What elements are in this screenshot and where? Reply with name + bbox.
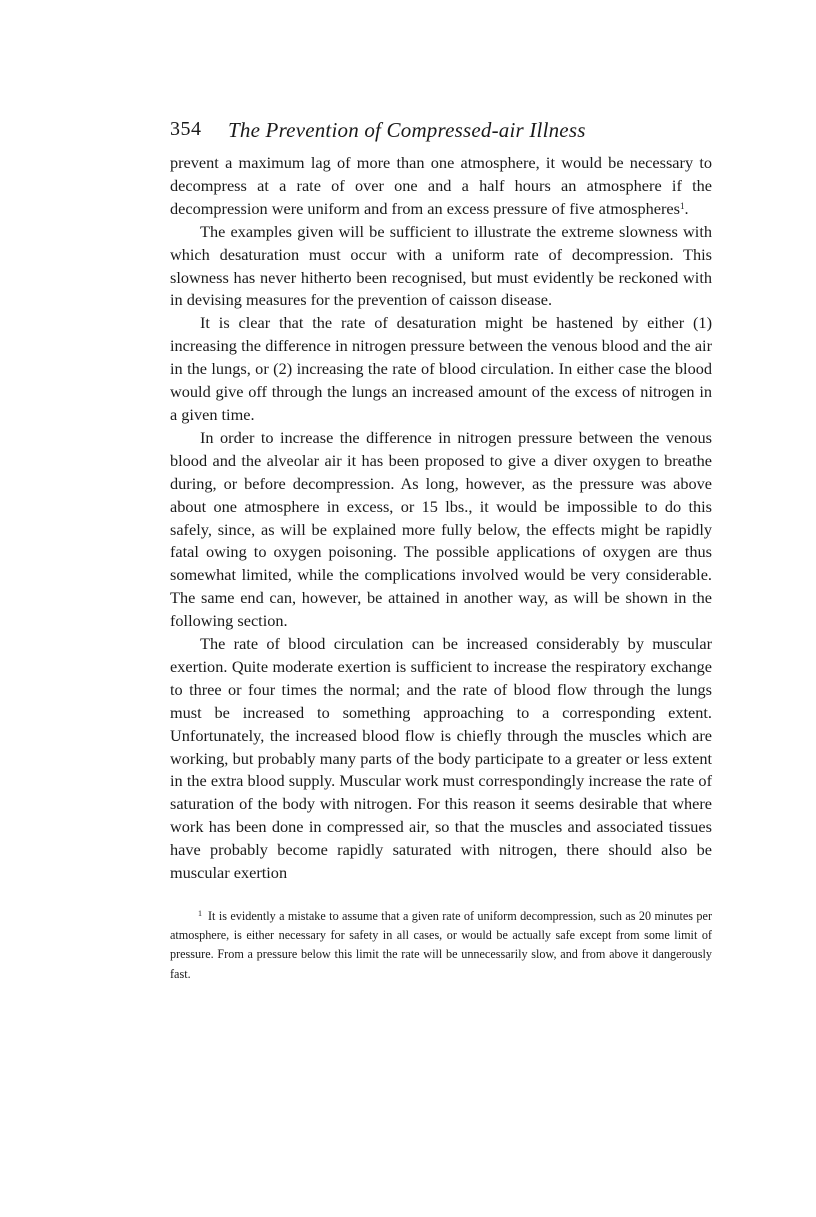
body-text xyxy=(170,152,712,885)
paragraph: The rate of blood circulation can be increased considerably by muscular exertion. Quite moderate exertion is sufficient to increase the respiratory exchange to three or four times the normal; and the rate of blood flow through the lungs must be increased to something approaching to a corresponding extent. Unfortunately, the increased blood flow is chiefly through the muscles which are working, but probably many parts of the body participate to a greater or less extent in the extra blood supply. Muscular work must correspondingly increase the rate of saturation of the body with nitrogen. For this reason it seems desirable that where work has been done in compressed air, so that the muscles and associated tissues have probably become rapidly saturated with nitrogen, there should also be muscular exertion xyxy=(170,634,712,883)
footnote-reference: 1 xyxy=(679,200,685,211)
page-number: 354 xyxy=(170,118,202,140)
footnote-text: It is evidently a mistake to assume that a given rate of uniform decompression, such as 20 minutes per atmosphere, is either necessary for safety in all cases, or would be actually safe except from some limit of pressure. From a pressure below this limit the rate will be unnecessarily slow, and from above it dangerously fast. xyxy=(170,909,712,981)
paragraph: The examples given will be sufficient to illustrate the extreme slowness with which desaturation must occur with a uniform rate of decompression. This slowness has never hitherto been recognised, but must evidently be reckoned with in devising measures for the prevention of caisson disease. xyxy=(170,221,712,310)
running-title: The Prevention of Compressed-air Illness xyxy=(228,118,586,142)
paragraph: It is clear that the rate of desaturation might be hastened by either (1) increasing the difference in nitrogen pressure between the venous blood and the air in the lungs, or (2) increasing the rate of blood circulation. In either case the blood would give off through the lungs an increased amount of the excess of nitrogen in a given time. xyxy=(170,313,712,424)
footnote: 1 It is evidently a mistake to assume that a given rate of uniform decompression, such as 20 minutes per atmosphere, is either necessary for safety in all cases, or would be actually safe except from some limit of pressure. From a pressure below this limit the rate will be unnecessarily slow, and from above it dangerously fast. xyxy=(170,909,712,981)
running-head xyxy=(170,118,712,148)
book-page xyxy=(170,118,712,984)
paragraph-trailing-punctuation: . xyxy=(684,198,689,218)
paragraph: In order to increase the difference in nitrogen pressure between the venous blood and the alveolar air it has been proposed to give a diver oxygen to breathe during, or before decompression. As long, however, as the pressure was above about one atmosphere in excess, or 15 lbs., it would be impossible to do this safely, since, as will be explained more fully below, the effects might be rapidly fatal owing to oxygen poisoning. The possible applications of oxygen are thus somewhat limited, while the complications involved would be very considerable. The same end can, however, be attained in another way, as will be shown in the following section. xyxy=(170,427,712,631)
paragraph-continued xyxy=(170,152,712,221)
paragraph-text: prevent a maximum lag of more than one atmosphere, it would be necessary to decompress at a rate of over one and a half hours an atmosphere if the decompression were uniform and from an excess pressure of five atmospheres xyxy=(170,153,712,218)
